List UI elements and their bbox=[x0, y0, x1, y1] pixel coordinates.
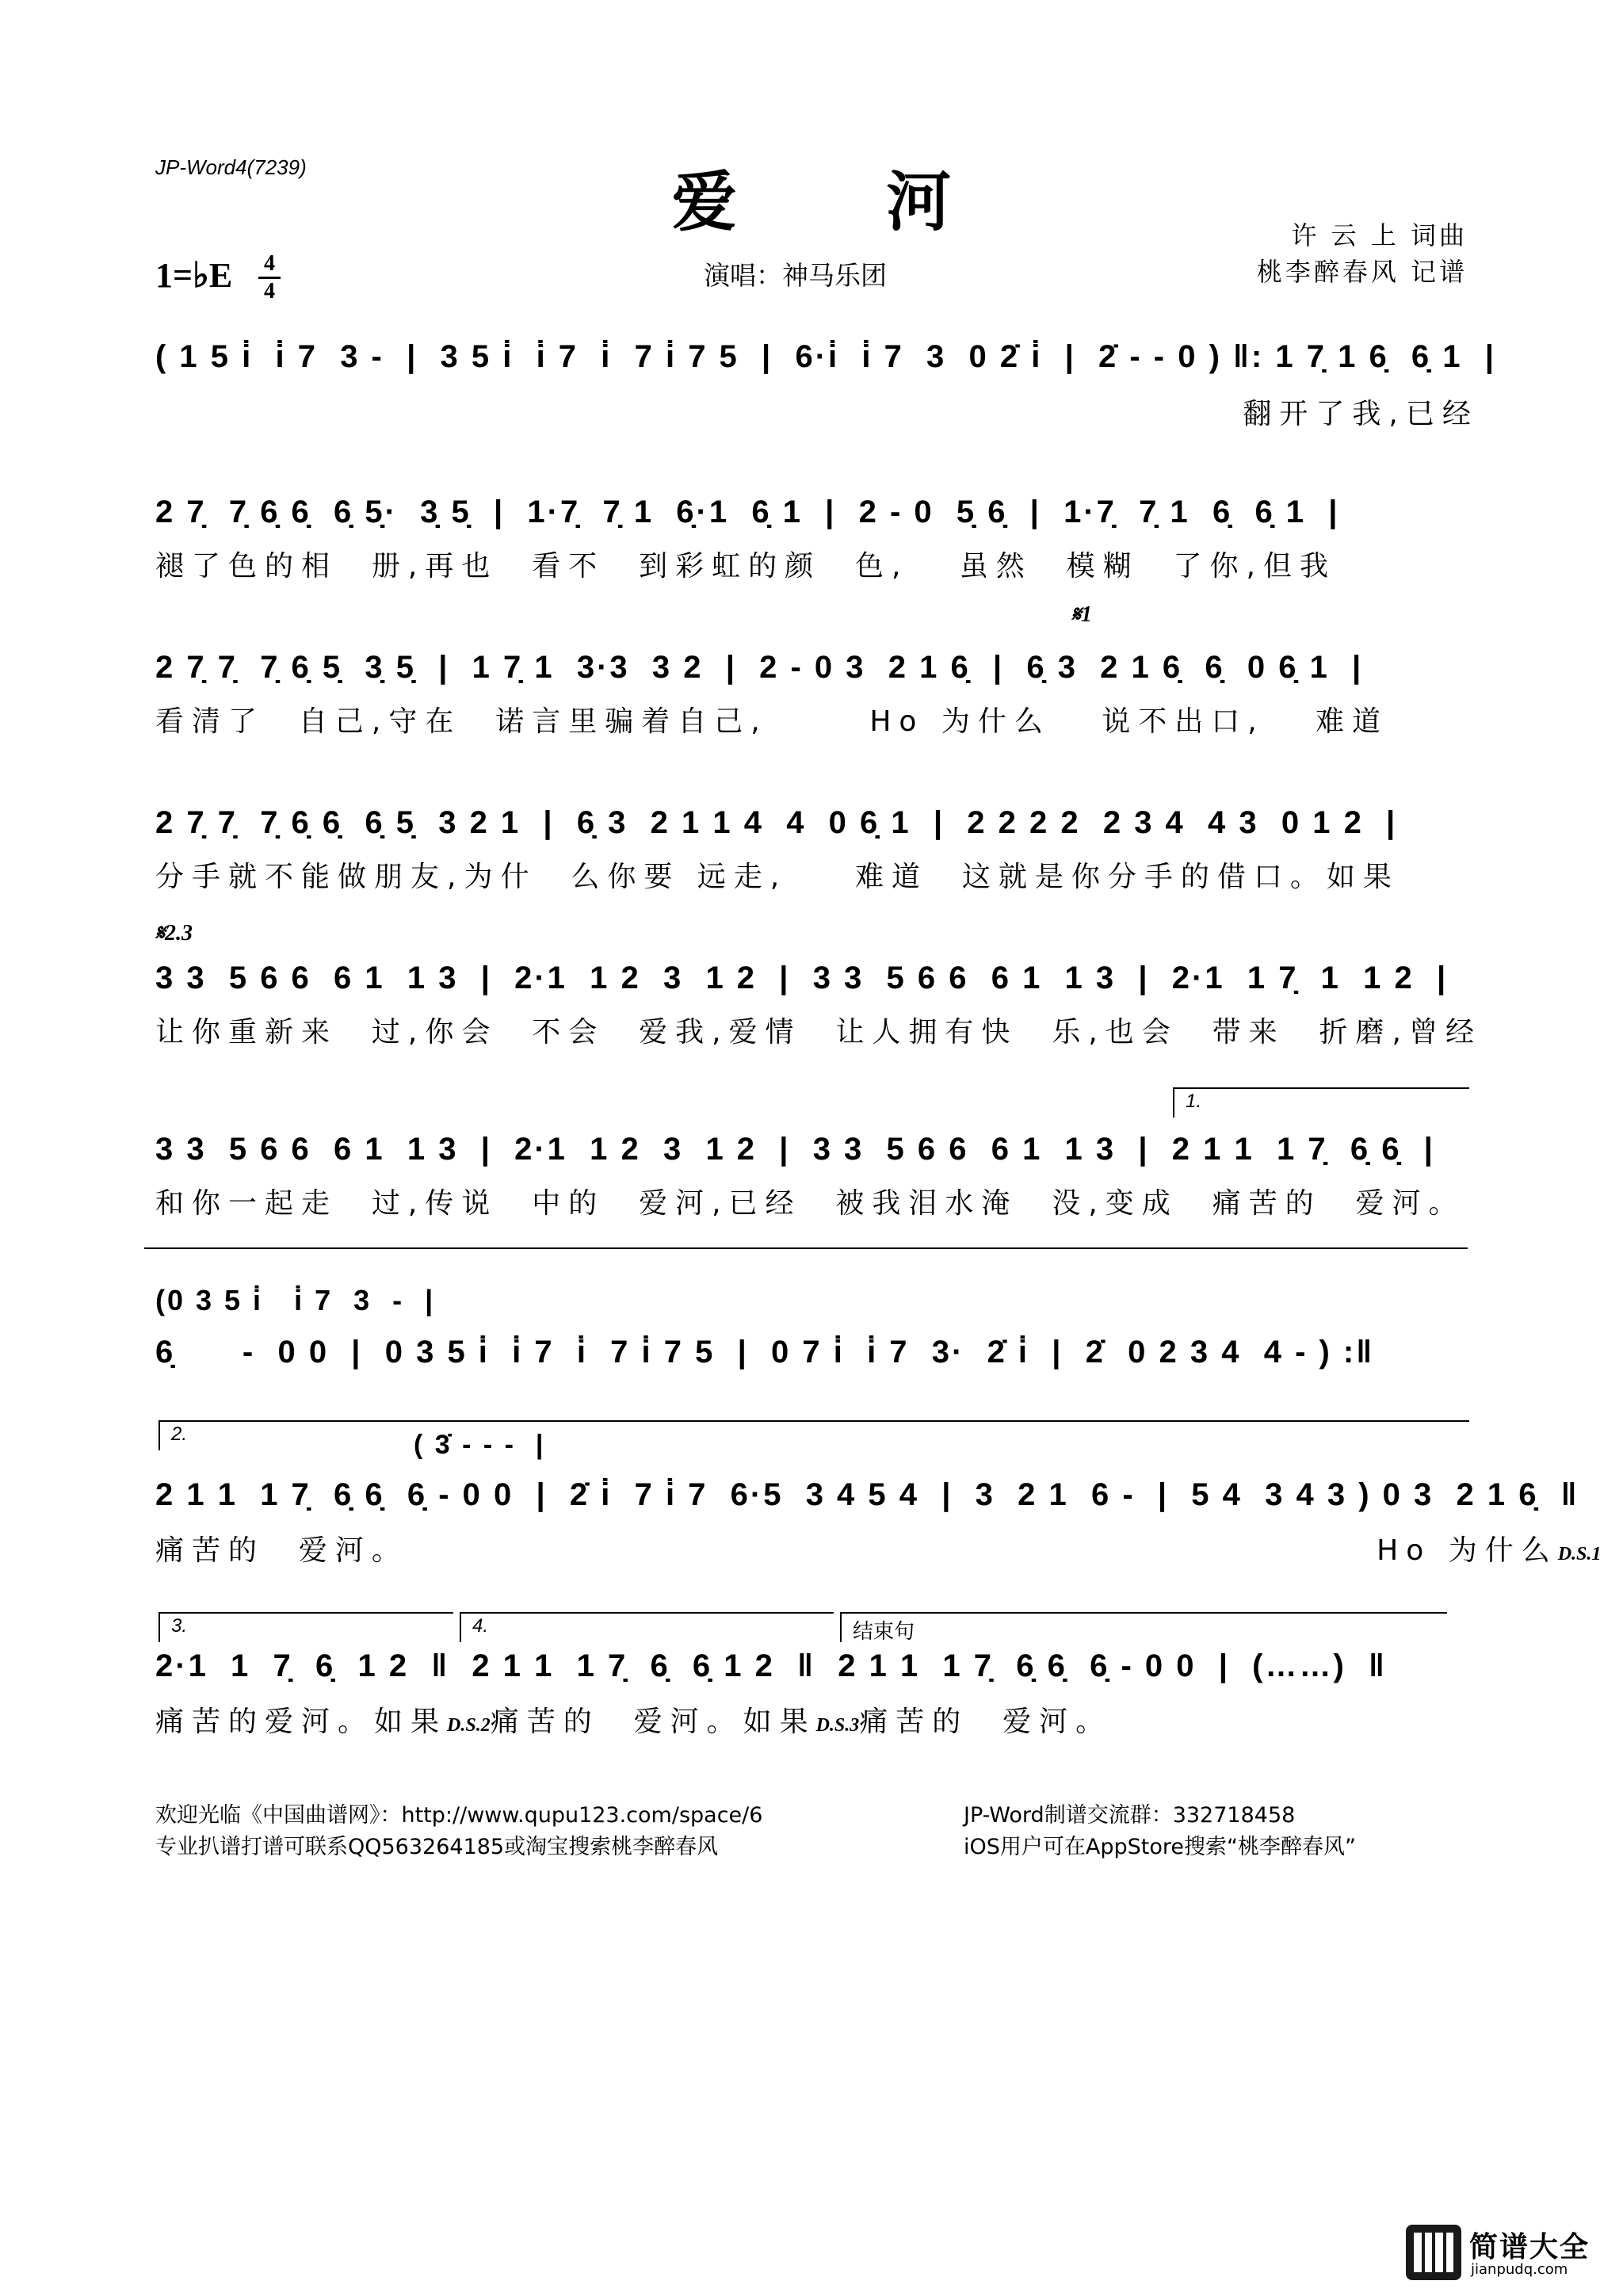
watermark-url: jianpudq.com bbox=[1471, 2261, 1568, 2278]
lyrics-c: 痛苦的 爱河。 bbox=[859, 1706, 1113, 1738]
watermark-name: 简谱大全 bbox=[1469, 2231, 1591, 2264]
piano-icon bbox=[1406, 2225, 1461, 2280]
footer-contact: 专业扒谱打谱可联系QQ563264185或淘宝搜索桃李醉春风 bbox=[155, 1835, 719, 1859]
lyrics-line bbox=[155, 1528, 1602, 1568]
volta-label: 结束句 bbox=[853, 1619, 915, 1643]
volta-3 bbox=[158, 1612, 453, 1642]
time-signature bbox=[258, 252, 281, 304]
volta-label: 4. bbox=[472, 1615, 489, 1637]
volta-ending bbox=[840, 1612, 1447, 1642]
lyrics-line bbox=[155, 1699, 1468, 1740]
lyrics-text: 痛苦的 爱河。 Ho 为什么 bbox=[155, 1534, 1558, 1567]
notes-line: 2·1 1 7̣ 6̣ 1 2 ‖ 2 1 1 1 7̣ 6̣ 6̣ 1 2 ‖ 2 1 1 1 7̣ 6̣ 6̣ 6̣ - 0 0 | (……) ‖ bbox=[155, 1648, 1387, 1683]
notes-line: 3 3 5 6 6 6 1 1 3 | 2·1 1 2 3 1 2 | 3 3 5 6 6 6 1 1 3 | 2·1 1 7̣ 1 1 2 | bbox=[155, 961, 1449, 995]
ds-marker-2: D.S.2 bbox=[447, 1715, 491, 1736]
notes-line: 6̣ - 0 0 | 0 3 5 i̇ i̇ 7 i̇ 7 i̇ 7 5 | 0 7 i̇ i̇ 7 3· 2̇ i̇ | 2̇ 0 2 3 4 4 - ) :‖ bbox=[155, 1335, 1375, 1370]
lyrics-a: 痛苦的爱河。如果 bbox=[155, 1706, 448, 1738]
notes-line: 3 3 5 6 6 6 1 1 3 | 2·1 1 2 3 1 2 | 3 3 5 6 6 6 1 1 3 | 2 1 1 1 7̣ 6̣ 6̣ | bbox=[155, 1132, 1435, 1167]
song-title: 爱 河 bbox=[671, 164, 1015, 240]
volta-label: 3. bbox=[171, 1615, 188, 1637]
software-label: JP-Word4(7239) bbox=[155, 155, 307, 179]
notes-line: 2 7̣ 7̣ 6̣ 6̣ 6̣ 5̣· 3̣ 5̣ | 1·7̣ 7̣ 1 6̣·1 6̣ 1 | 2 - 0 5̣ 6̣ | 1·7̣ 7̣ 1 6̣ 6̣ 1 | bbox=[155, 495, 1340, 529]
footer-group: JP-Word制谱交流群：332718458 bbox=[964, 1803, 1296, 1828]
lyrics-line: 分手就不能做朋友,为什 么你要 远走, 难道 这就是你分手的借口。如果 bbox=[155, 861, 1400, 893]
time-top: 4 bbox=[264, 251, 275, 276]
volta-label: 2. bbox=[171, 1423, 188, 1445]
upper-voice: ( 3̇ - - - | bbox=[414, 1430, 546, 1460]
lyrics-line: 褪了色的相 册,再也 看不 到彩虹的颜 色, 虽然 模糊 了你,但我 bbox=[155, 550, 1336, 583]
lyrics-line: 让你重新来 过,你会 不会 爱我,爱情 让人拥有快 乐,也会 带来 折磨,曾经 bbox=[155, 1016, 1482, 1049]
volta-continuation-line bbox=[144, 1247, 1468, 1249]
time-bottom: 4 bbox=[264, 279, 275, 304]
lyrics-line: 看清了 自己,守在 诺言里骗着自己, Ho 为什么 说不出口, 难道 bbox=[155, 705, 1388, 738]
footer-website: 欢迎光临《中国曲谱网》：http://www.qupu123.com/space/6 bbox=[155, 1803, 763, 1828]
footer-ios: iOS用户可在AppStore搜索“桃李醉春风” bbox=[964, 1835, 1356, 1859]
notes-line: 2 7̣ 7̣ 7̣ 6̣ 6̣ 6̣ 5̣ 3 2 1 | 6̣ 3 2 1 1 4 4 0 6̣ 1 | 2 2 2 2 2 3 4 4 3 0 1 2 | bbox=[155, 805, 1398, 840]
lyrics-line: 和你一起走 过,传说 中的 爱河,已经 被我泪水淹 没,变成 痛苦的 爱河。 bbox=[155, 1187, 1465, 1220]
notes-line: ( 1 5 i̇ i̇ 7 3 - | 3 5 i̇ i̇ 7 i̇ 7 i̇ 7 5 | 6·i̇ i̇ 7 3 0 2̇ i̇ | 2̇ - - 0 ) ‖: 1 7̣ 1 6̣ 6̣ 1 | bbox=[155, 339, 1496, 374]
segno-1: 𝄋1 bbox=[1071, 602, 1093, 627]
ds-marker-1: D.S.1 bbox=[1557, 1544, 1602, 1564]
upper-voice: (0 3 5 i̇ i̇ 7 3 - | bbox=[155, 1284, 436, 1316]
volta-1 bbox=[1173, 1087, 1469, 1117]
lyrics-b: 痛苦的 爱河。如果 bbox=[490, 1706, 816, 1738]
volta-4 bbox=[460, 1612, 834, 1642]
segno-2-3: 𝄋2.3 bbox=[155, 921, 193, 946]
transcriber: 桃李醉春风 记谱 bbox=[1256, 257, 1468, 287]
ds-marker-3: D.S.3 bbox=[815, 1715, 860, 1736]
lyrics-line: 翻开了我,已经 bbox=[155, 398, 1479, 430]
key-signature: 1=♭E bbox=[155, 256, 233, 295]
notes-line: 2 1 1 1 7̣ 6̣ 6̣ 6̣ - 0 0 | 2̇ i̇ 7 i̇ 7 6·5 3 4 5 4 | 3 2 1 6 - | 5 4 3 4 3 ) 0 3 2 1 6̣ ‖ bbox=[155, 1477, 1579, 1512]
volta-label: 1. bbox=[1186, 1091, 1202, 1112]
lyricist-composer: 许 云 上 词曲 bbox=[1291, 220, 1468, 250]
singer: 演唱：神马乐团 bbox=[704, 260, 887, 291]
watermark-logo bbox=[1406, 2225, 1604, 2285]
notes-line: 2 7̣ 7̣ 7̣ 6̣ 5̣ 3̣ 5̣ | 1 7̣ 1 3·3 3 2 | 2 - 0 3 2 1 6̣ | 6̣ 3 2 1 6̣ 6̣ 0 6̣ 1 | bbox=[155, 650, 1364, 685]
